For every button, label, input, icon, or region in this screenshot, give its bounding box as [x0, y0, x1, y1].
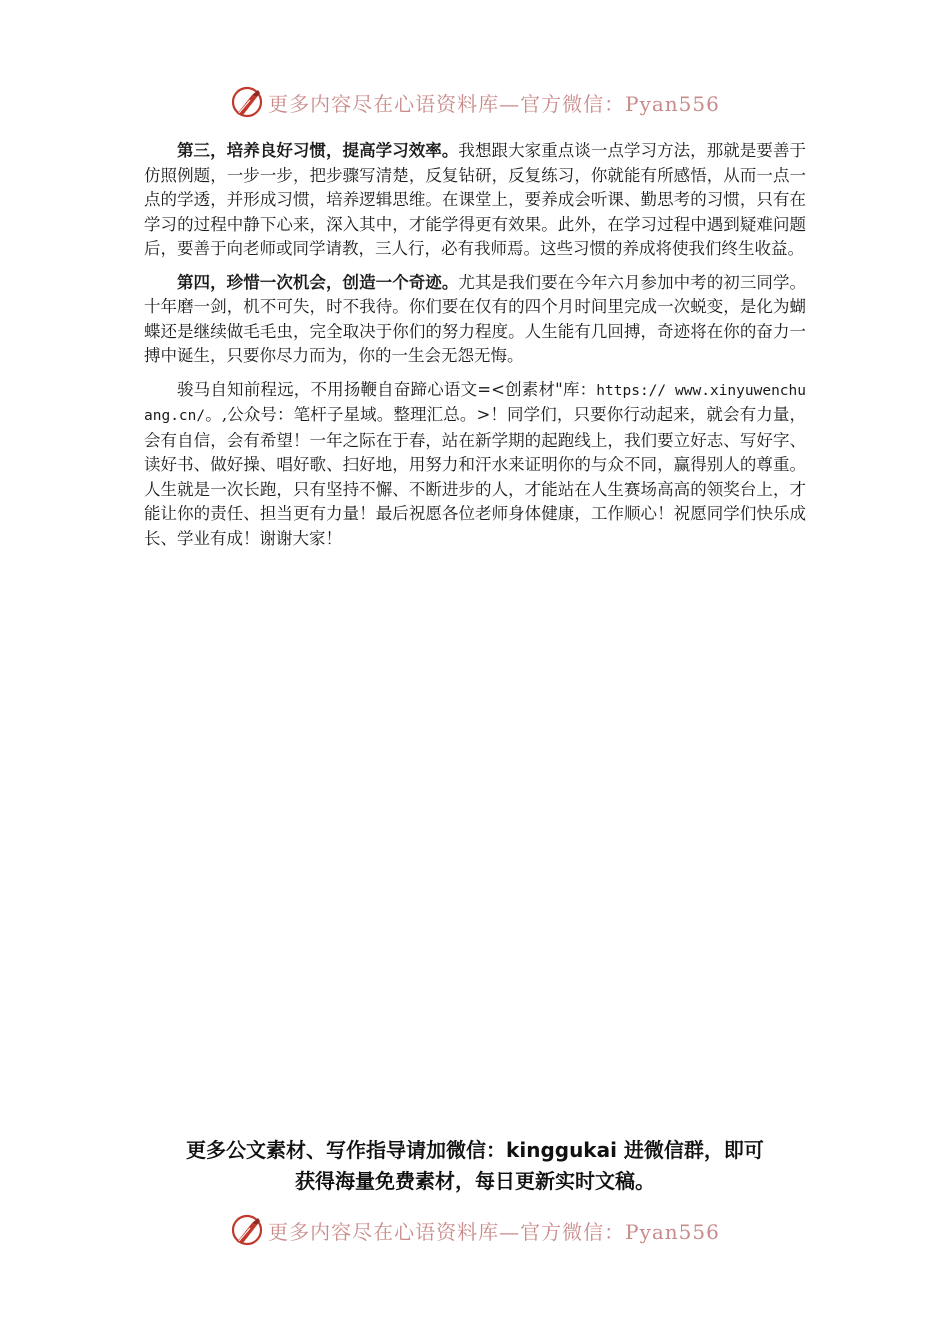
footer-note-line: 更多公文素材、写作指导请加微信：kinggukai 进微信群，即可: [186, 1138, 764, 1162]
closing-text-end: 。,公众号：笔杆子星域。整理汇总。>！同学们，只要你行动起来，就会有力量，会有自信，会有希望！一年之际在于春，站在新学期的起跑线上，我们要立好志、写好字、读好书、做好操、唱好歌、扫好地，用努力和汗水来证明你的与众不同，赢得别人的尊重。人生就是一次长跑，只有坚持不懈、不断进步的人，才能站在人生赛场高高的领奖台上，才能让你的责任、担当更有力量！最后祝愿各位老师身体健康，工作顺心！祝愿同学们快乐成长、学业有成！谢谢大家！: [144, 405, 806, 548]
footer-banner: [0, 1208, 950, 1252]
document-body: [144, 139, 806, 560]
paragraph-fourth: [144, 271, 806, 369]
pen-nib-logo-icon: [230, 1213, 264, 1247]
paragraph-lead: 第三，培养良好习惯，提高学习效率。: [177, 141, 459, 160]
footer-banner-text: 更多内容尽在心语资料库—官方微信：Pyan556: [268, 1219, 720, 1244]
paragraph-text: 尤其是我们要在今年六月参加中考的初三同学。十年磨一剑，机不可失，时不我待。你们要在仅有的四个月时间里完成一次蜕变，是化为蝴蝶还是继续做毛毛虫，完全取决于你们的努力程度。人生能有几回搏，奇迹将在你的奋力一搏中诞生，只要你尽力而为，你的一生会无怨无悔。: [144, 272, 807, 365]
footer-note-line: 获得海量免费素材，每日更新实时文稿。: [295, 1169, 655, 1193]
paragraph-lead: 第四，珍惜一次机会，创造一个奇迹。: [177, 272, 459, 292]
header-banner-text: 更多内容尽在心语资料库—官方微信：Pyan556: [268, 91, 720, 116]
closing-text-start: 骏马自知前程远，不用扬鞭自奋蹄心语文=<创素材"库：: [177, 379, 597, 399]
closing-url: https:// www.xinyuwenchuang.cn/: [144, 382, 806, 424]
paragraph-closing: [144, 378, 806, 552]
paragraph-text: 我想跟大家重点谈一点学习方法，那就是要善于仿照例题，一步一步，把步骤写清楚，反复钻研，反复练习，你就能有所感悟，从而一点一点的学透，并形成习惯，培养逻辑思维。在课堂上，要养成会听课、勤思考的习惯，只有在学习的过程中静下心来，深入其中，才能学得更有效果。此外，在学习过程中遇到疑难问题后，要善于向老师或同学请教，三人行，必有我师焉。这些习惯的养成将使我们终生收益。: [144, 141, 807, 258]
paragraph-third: [144, 139, 806, 262]
header-banner: [0, 80, 950, 124]
pen-nib-logo-icon: [230, 85, 264, 119]
footer-note: [140, 1135, 810, 1197]
